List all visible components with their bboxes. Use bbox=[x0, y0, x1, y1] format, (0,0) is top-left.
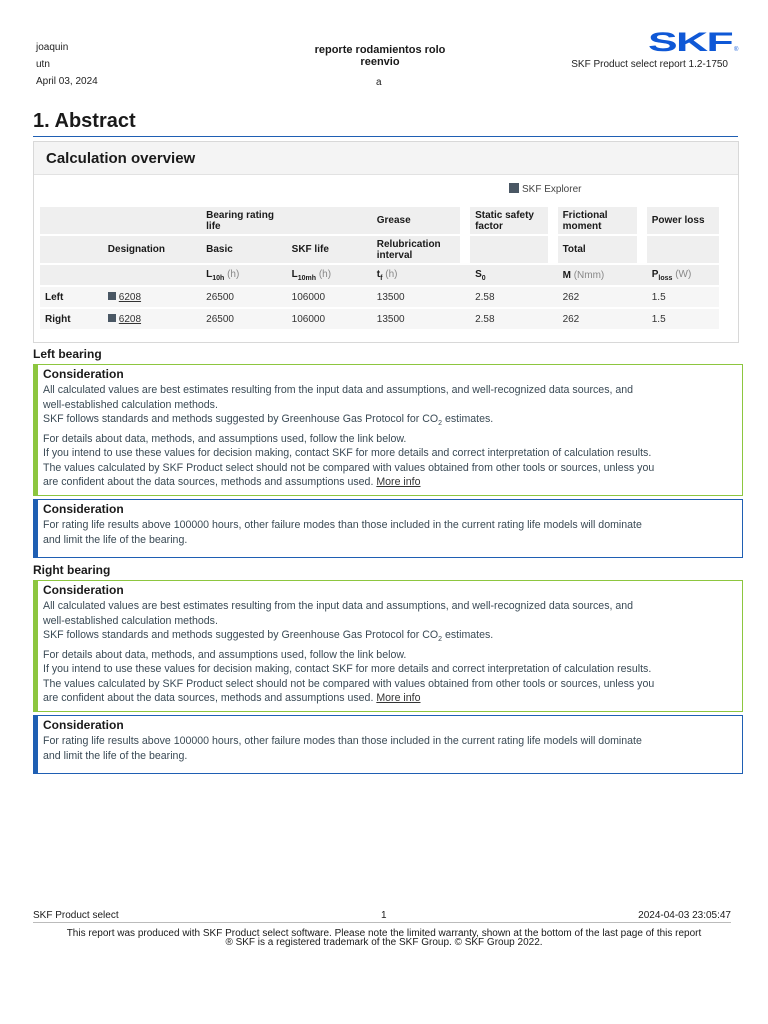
overview-header bbox=[34, 142, 738, 175]
consideration-title: Consideration bbox=[43, 367, 124, 381]
header-grease: Grease bbox=[372, 207, 460, 234]
right-consideration-box-2: Consideration For rating life results above 100000 hours, other failure modes than those included in the current rating life models will dominate and limit the life of the bearing. bbox=[33, 715, 743, 774]
report-subtitle: a bbox=[376, 77, 382, 88]
row-skf-life: 106000 bbox=[287, 309, 372, 329]
row-relub: 13500 bbox=[372, 287, 460, 307]
report-title bbox=[280, 44, 480, 68]
left-consideration-box-2: Consideration For rating life results above 100000 hours, other failure modes than those included in the current rating life models will dominate and limit the life of the bearing. bbox=[33, 499, 743, 558]
table-row bbox=[40, 287, 719, 307]
row-designation[interactable] bbox=[103, 287, 201, 307]
header-frictional-moment: Frictional moment bbox=[558, 207, 637, 234]
row-m: 262 bbox=[558, 309, 637, 329]
report-title-line2: reenvio bbox=[360, 56, 400, 68]
designation-link[interactable]: 6208 bbox=[118, 291, 142, 303]
unit-m: M (Nmm) bbox=[558, 265, 637, 285]
row-relub: 13500 bbox=[372, 309, 460, 329]
calculation-table bbox=[40, 205, 719, 331]
row-basic: 26500 bbox=[201, 309, 287, 329]
svg-text:®: ® bbox=[734, 47, 739, 52]
consideration-title: Consideration bbox=[43, 502, 124, 516]
legend-label: SKF Explorer bbox=[522, 184, 582, 195]
row-designation[interactable] bbox=[103, 309, 201, 329]
consideration-title: Consideration bbox=[43, 583, 124, 597]
overview-title: Calculation overview bbox=[46, 150, 196, 167]
footer-warranty-note: This report was produced with SKF Product select software. Please note the limited warranty, shown at the bottom of the last page of this report bbox=[66, 928, 702, 939]
more-info-link[interactable]: More info bbox=[376, 476, 421, 489]
header-skf-life: SKF life bbox=[287, 236, 372, 263]
legend-swatch bbox=[509, 183, 519, 193]
row-position: Left bbox=[40, 287, 103, 307]
row-basic: 26500 bbox=[201, 287, 287, 307]
row-s0: 2.58 bbox=[470, 309, 547, 329]
header-static-safety-factor: Static safety factor bbox=[470, 207, 547, 234]
legend bbox=[509, 183, 581, 195]
left-bearing-heading: Left bearing bbox=[33, 347, 102, 361]
unit-s0: $S_0$ bbox=[470, 265, 547, 285]
author-name: joaquin bbox=[36, 42, 69, 53]
unit-l10mh: $L_{10mh}$ (h) bbox=[287, 265, 372, 285]
table-units-row bbox=[40, 265, 719, 285]
report-date: April 03, 2024 bbox=[36, 76, 98, 87]
more-info-link[interactable]: More info bbox=[376, 692, 421, 705]
footer-divider bbox=[33, 922, 731, 923]
designation-link[interactable]: 6208 bbox=[118, 313, 142, 325]
footer-timestamp: 2024-04-03 23:05:47 bbox=[638, 910, 731, 921]
report-title-line1: reporte rodamientos rolo bbox=[314, 44, 446, 56]
header-bearing-rating-life: Bearing rating life bbox=[201, 207, 287, 234]
table-row bbox=[40, 309, 719, 329]
report-id: SKF Product select report 1.2-1750 bbox=[571, 59, 728, 70]
unit-l10h: $L_{10h}$ (h) bbox=[201, 265, 287, 285]
section-divider bbox=[33, 136, 738, 137]
footer-trademark-note: ® SKF is a registered trademark of the SKF Group. © SKF Group 2022. bbox=[225, 937, 543, 948]
table-subheader-row bbox=[40, 236, 719, 263]
calculation-overview-panel bbox=[33, 141, 739, 343]
unit-ploss: $P_{loss}$ (W) bbox=[647, 265, 719, 285]
left-consideration-box-1: Consideration All calculated values are best estimates resulting from the input data and assumptions, and well-recognized data sources, and well-established calculation methods. SKF follows standards and methods suggested by Greenhouse Gas Protocol for $CO_2$ estimates. For details about data, methods, and assumptions used, follow the link below. If you intend to use these values for decision making, contact SKF for more details and correct interpretation of calculation results. The values calculated by SKF Product select should not be compared with values obtained from other tools or sources, unless you are confident about the data sources, methods and assumptions used. More info bbox=[33, 364, 743, 496]
right-bearing-heading: Right bearing bbox=[33, 563, 111, 577]
right-consideration-box-1: Consideration All calculated values are best estimates resulting from the input data and assumptions, and well-recognized data sources, and well-established calculation methods. SKF follows standards and methods suggested by Greenhouse Gas Protocol for $CO_2$ estimates. For details about data, methods, and assumptions used, follow the link below. If you intend to use these values for decision making, contact SKF for more details and correct interpretation of calculation results. The values calculated by SKF Product select should not be compared with values obtained from other tools or sources, unless you are confident about the data sources, methods and assumptions used. More info bbox=[33, 580, 743, 712]
header-relubrication-interval: Relubrication interval bbox=[372, 236, 460, 263]
row-m: 262 bbox=[558, 287, 637, 307]
section-title: 1. Abstract bbox=[33, 110, 136, 132]
row-position: Right bbox=[40, 309, 103, 329]
bearing-square-icon bbox=[108, 292, 116, 300]
table-header-row bbox=[40, 207, 719, 234]
bearing-square-icon bbox=[108, 314, 116, 322]
row-skf-life: 106000 bbox=[287, 287, 372, 307]
skf-logo-text: SKF bbox=[648, 30, 733, 52]
header-designation: Designation bbox=[103, 236, 201, 263]
skf-logo bbox=[648, 30, 740, 52]
row-ploss: 1.5 bbox=[647, 309, 719, 329]
header-total: Total bbox=[558, 236, 637, 263]
consideration-title: Consideration bbox=[43, 718, 124, 732]
header-power-loss: Power loss bbox=[647, 207, 719, 234]
footer-product-name: SKF Product select bbox=[33, 910, 119, 921]
footer-page-number: 1 bbox=[381, 910, 387, 921]
header-basic: Basic bbox=[201, 236, 287, 263]
unit-tf: $t_f$ (h) bbox=[372, 265, 460, 285]
row-ploss: 1.5 bbox=[647, 287, 719, 307]
row-s0: 2.58 bbox=[470, 287, 547, 307]
organization: utn bbox=[36, 59, 50, 70]
